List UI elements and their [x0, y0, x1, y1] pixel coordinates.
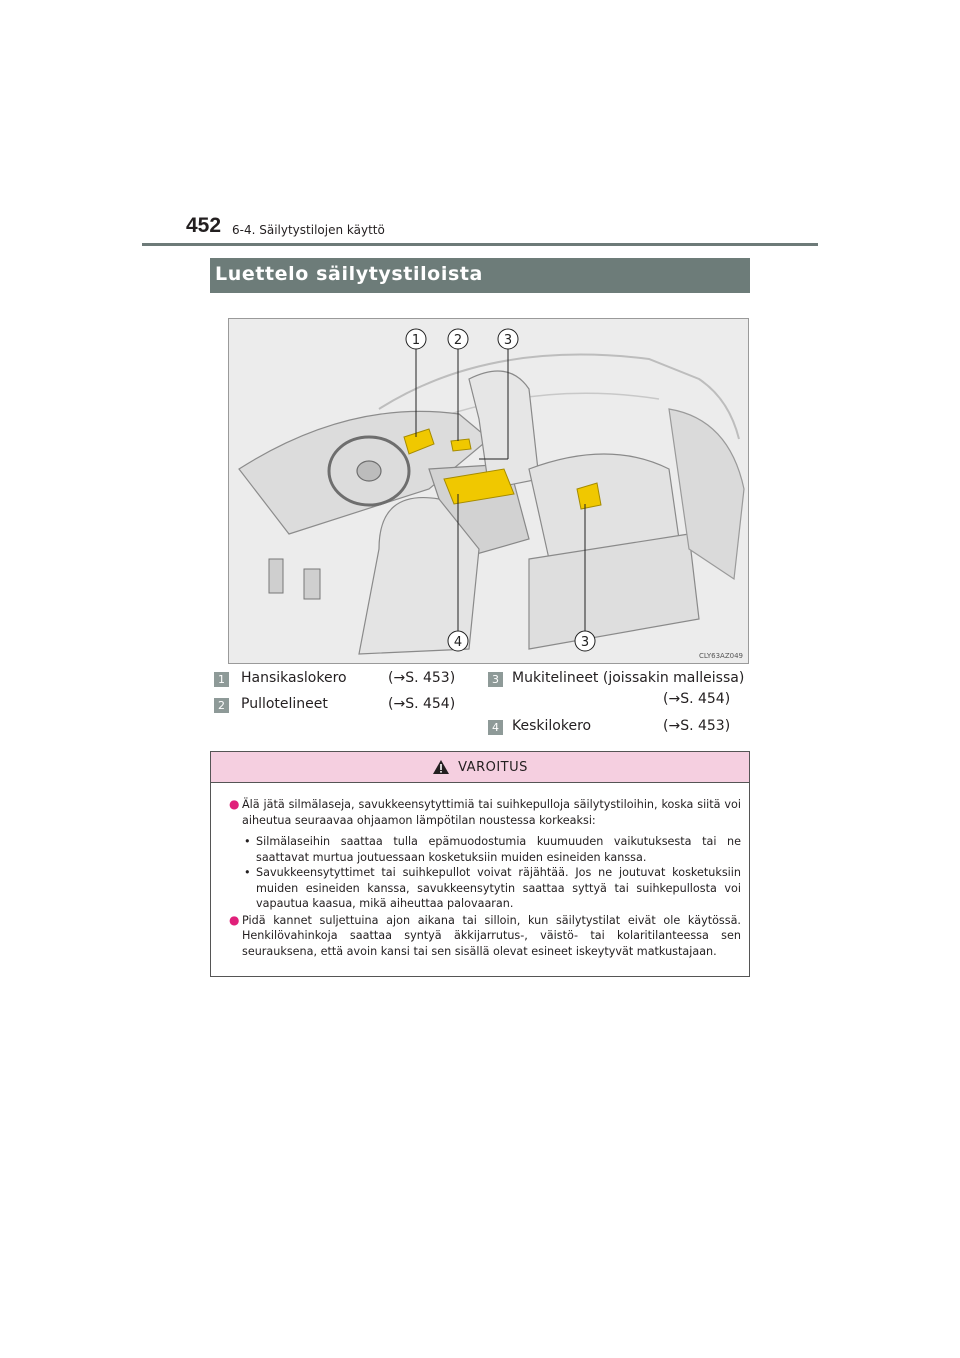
sub-bullet-icon: • — [244, 866, 251, 879]
bottle-holder-highlight — [451, 439, 471, 451]
legend-label-3: Mukitelineet (joissakin malleissa) — [512, 670, 745, 686]
section-banner: Luettelo säilytystiloista — [210, 258, 750, 293]
bullet-icon: ● — [229, 797, 240, 811]
figure-code: CLY63AZ049 — [699, 652, 743, 660]
legend-ref-3[interactable]: (→S. 454) — [663, 691, 731, 707]
warning-title: VAROITUS — [458, 759, 528, 775]
callout-top-2 — [448, 329, 468, 349]
svg-text:1: 1 — [411, 333, 421, 348]
legend-label-2: Pullotelineet — [241, 696, 328, 712]
warning-sub-2-text: Savukkeensytyttimet tai suihkepullot voivat räjähtää. Jos ne joutuvat kosketuksiin muiden esineiden kanssa, savukkeensytytin saattaa syttyä tai suihkepullosta voi vapautua kaasua, mikä aiheuttaa palovaaran. — [256, 866, 741, 910]
page-number: 452 — [186, 214, 222, 237]
legend-num-3: 3 — [488, 672, 503, 687]
legend-num-2: 2 — [214, 698, 229, 713]
bullet-icon: ● — [229, 912, 240, 927]
legend-ref-4[interactable]: (→S. 453) — [663, 718, 731, 734]
legend-ref-1[interactable]: (→S. 453) — [388, 670, 456, 686]
legend-label-1: Hansikaslokero — [241, 670, 347, 686]
svg-text:3: 3 — [503, 333, 513, 348]
callout-top-3 — [498, 329, 518, 349]
svg-text:3: 3 — [580, 635, 590, 650]
legend-num-1: 1 — [214, 672, 229, 687]
legend-ref-2[interactable]: (→S. 454) — [388, 696, 456, 712]
section-title: 6-4. Säilytystilojen käyttö — [232, 223, 385, 237]
warning-sub-1-text: Silmälaseihin saattaa tulla epämuodostumia kuumuuden vaikutuksesta tai ne saattavat murtua joutuessaan kosketuksiin muiden esineiden kanssa. — [256, 835, 741, 864]
warning-header — [211, 752, 749, 783]
warning-sub-1 — [242, 834, 741, 865]
warning-bullet-2-text: Pidä kannet suljettuina ajon aikana tai silloin, kun säilytystilat eivät ole käytössä. Henkilövahinkoja saattaa syntyä äkkijarrutus-, väistö- tai kolaritilanteessa sen seurauksena, että avoin kansi tai sen sisällä olevat esineet iskeytyvät matkustajaan. — [242, 913, 741, 958]
svg-text:4: 4 — [453, 635, 463, 650]
warning-box — [210, 751, 750, 977]
header-rule — [142, 243, 818, 246]
svg-text:2: 2 — [453, 333, 463, 348]
warning-bullet-1 — [229, 797, 741, 828]
warning-sub-2 — [242, 865, 741, 912]
legend-label-4: Keskilokero — [512, 718, 592, 734]
callout-bottom-4 — [448, 631, 468, 651]
legend-num-4: 4 — [488, 720, 503, 735]
warning-triangle-icon — [432, 759, 450, 775]
storage-figure — [228, 318, 749, 664]
warning-bullet-1-text: Älä jätä silmälaseja, savukkeensytyttimiä tai suihkepulloja säilytystiloihin, koska siitä voi aiheutua seuraavaa ohjaamon lämpötilan noustessa korkeaksi: — [242, 798, 741, 827]
callout-bottom-3 — [575, 631, 595, 651]
warning-bullet-2 — [229, 913, 741, 960]
callout-top-1 — [406, 329, 426, 349]
sub-bullet-icon: • — [244, 835, 251, 848]
